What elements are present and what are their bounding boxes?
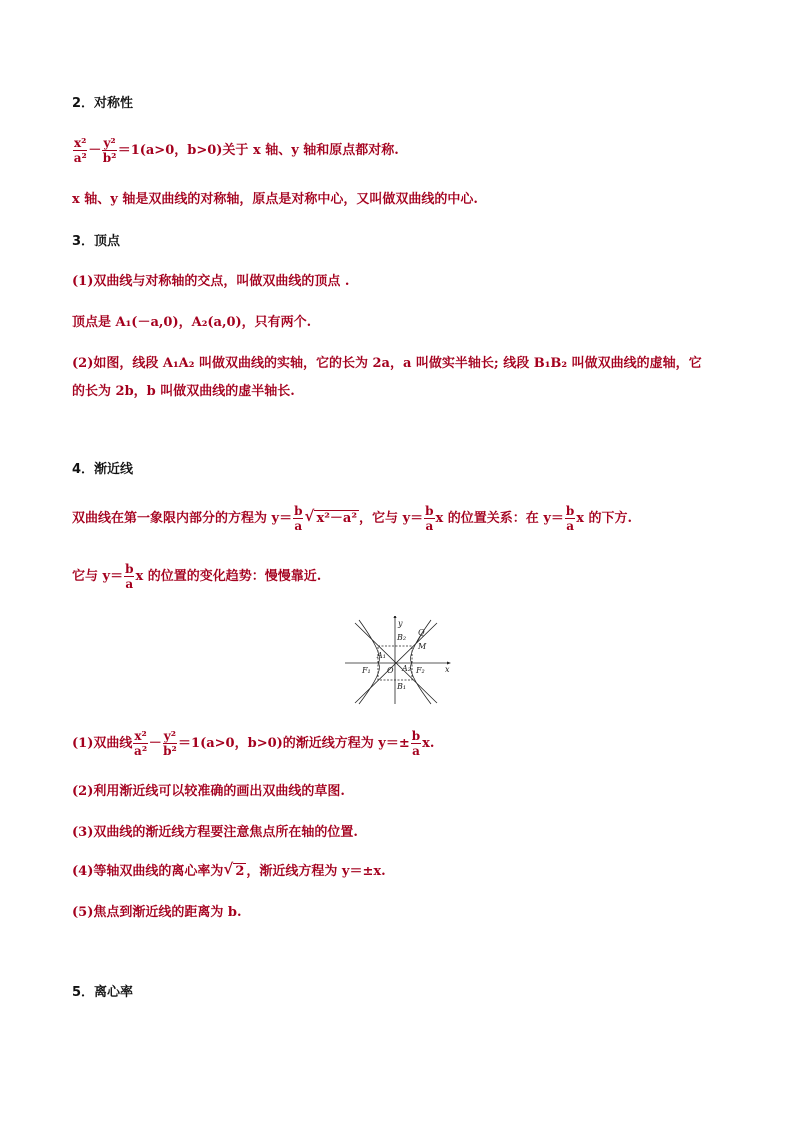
b-over-a bbox=[565, 504, 575, 533]
asymptote-trend bbox=[72, 561, 321, 593]
text-part: (4)等轴双曲线的离心率为 bbox=[72, 864, 224, 879]
text-part: 它与 y＝ bbox=[72, 569, 124, 584]
section-5-title: 5．离心率 bbox=[72, 985, 134, 1000]
text-part: 双曲线在第一象限内部分的方程为 y＝ bbox=[72, 511, 293, 526]
vertex-definition: (1)双曲线与对称轴的交点，叫做双曲线的顶点 . bbox=[72, 274, 350, 289]
y-arrow-icon bbox=[394, 616, 397, 618]
section-3-title: 3．顶点 bbox=[72, 234, 121, 249]
y2-over-b2: $\frac{\text{y²}}{\text{b²}}$ bbox=[102, 136, 117, 165]
frac-den: a bbox=[412, 744, 420, 758]
frac-num: b bbox=[425, 504, 434, 518]
frac-den-a: a bbox=[73, 151, 82, 165]
label-A1: A₁ bbox=[377, 651, 386, 660]
symmetry-axes-text: x 轴、y 轴是双曲线的对称轴，原点是对称中心，又叫做双曲线的中心. bbox=[72, 192, 478, 207]
sqrt-expression: √ x²－a² bbox=[304, 507, 358, 526]
text-part: x 的位置关系：在 y＝ bbox=[435, 511, 564, 526]
sqrt-content: x²－a² bbox=[316, 511, 358, 526]
left-branch bbox=[359, 620, 379, 704]
frac-den: a bbox=[566, 519, 574, 533]
sqrt-content: 2 bbox=[235, 864, 245, 879]
y2-over-b2: $\frac{\text{y²}}{\text{b²}}$ bbox=[163, 729, 177, 758]
asymptote-sketch-tip: (2)利用渐近线可以较准确的画出双曲线的草图. bbox=[72, 784, 345, 799]
label-y: y bbox=[398, 619, 403, 628]
label-F2: F₂ bbox=[416, 666, 425, 675]
focus-asymptote-distance: (5)焦点到渐近线的距离为 b. bbox=[72, 905, 242, 920]
frac-den-b: b bbox=[163, 744, 172, 758]
sqrt-2: √ 2 bbox=[223, 860, 245, 879]
frac-num: b bbox=[125, 562, 134, 576]
frac-num-x: x bbox=[74, 136, 82, 150]
frac-num-x: x bbox=[134, 729, 142, 743]
b-over-a bbox=[411, 729, 421, 758]
x2-over-a2: $\frac{\text{x²}}{\text{a²}}$ bbox=[134, 729, 148, 758]
section-2-title: 2．对称性 bbox=[72, 96, 134, 111]
asymptote-first-quadrant bbox=[72, 503, 632, 535]
asymptote-equation: (1)双曲线 $\frac{\text{x²}}{\text{a²}}$ － $\frac{\text{y²}}{\text{b²}}$ ＝1(a>0，b>0)的渐近线方程为 y＝± $\frac{b}{a}$ x. bbox=[72, 729, 435, 758]
label-F1: F₁ bbox=[362, 666, 371, 675]
text-part: ，渐近线方程为 y＝±x. bbox=[246, 864, 386, 879]
text-part: (1)双曲线 bbox=[72, 736, 133, 751]
label-Q: Q bbox=[418, 628, 425, 637]
label-x: x bbox=[445, 665, 450, 674]
frac-num: b bbox=[411, 729, 421, 743]
text-part: x 的下方. bbox=[576, 511, 633, 526]
asymptote-axis-tip: (3)双曲线的渐近线方程要注意焦点所在轴的位置. bbox=[72, 825, 358, 840]
x2-over-a2: $\frac{\text{x²}}{\text{a²}}$ bbox=[73, 136, 87, 165]
b-over-a bbox=[293, 504, 303, 533]
frac-num-y: y bbox=[103, 136, 111, 150]
text-part: x. bbox=[422, 736, 435, 751]
frac-den: a bbox=[294, 519, 303, 533]
frac-den-b: b bbox=[102, 151, 112, 165]
frac-num: b bbox=[565, 504, 575, 518]
equilateral-eccentricity bbox=[72, 862, 386, 882]
axis-definition-line2: 的长为 2b，b 叫做双曲线的虚半轴长. bbox=[72, 384, 295, 399]
symmetry-equation-rest: ＝1(a>0，b>0)关于 x 轴、y 轴和原点都对称. bbox=[117, 143, 399, 158]
text-part: ＝1(a>0，b>0)的渐近线方程为 y＝± bbox=[178, 736, 410, 751]
b-over-a bbox=[124, 562, 134, 591]
label-B1: B₁ bbox=[397, 682, 407, 691]
frac-den: a bbox=[425, 519, 434, 533]
axis-definition-line1: (2)如图，线段 A₁A₂ 叫做双曲线的实轴，它的长为 2a，a 叫做实半轴长; 线段 B₁B₂ 叫做双曲线的虚轴，它 bbox=[72, 356, 702, 371]
text-part: ，它与 y＝ bbox=[359, 511, 424, 526]
frac-den: a bbox=[125, 577, 134, 591]
frac-den-a: a bbox=[134, 744, 142, 758]
text-part: x 的位置的变化趋势：慢慢靠近. bbox=[135, 569, 322, 584]
vertex-points: 顶点是 A₁(－a,0)，A₂(a,0)，只有两个. bbox=[72, 315, 312, 330]
label-M: M bbox=[418, 642, 427, 651]
label-O: O bbox=[387, 666, 394, 675]
symmetry-equation: $\frac{\text{x²}}{\text{a²}}$ － $\frac{\text{y²}}{\text{b²}}$ ＝1(a>0，b>0)关于 x 轴、y 轴和原点都对称. bbox=[73, 136, 399, 165]
section-4-title: 4．渐近线 bbox=[72, 462, 134, 477]
b-over-a bbox=[424, 504, 434, 533]
hyperbola-figure bbox=[345, 616, 455, 706]
frac-num-y: y bbox=[163, 729, 171, 743]
frac-num: b bbox=[294, 504, 303, 518]
label-B2: B₂ bbox=[397, 633, 407, 642]
label-A2: A₂ bbox=[402, 664, 411, 673]
